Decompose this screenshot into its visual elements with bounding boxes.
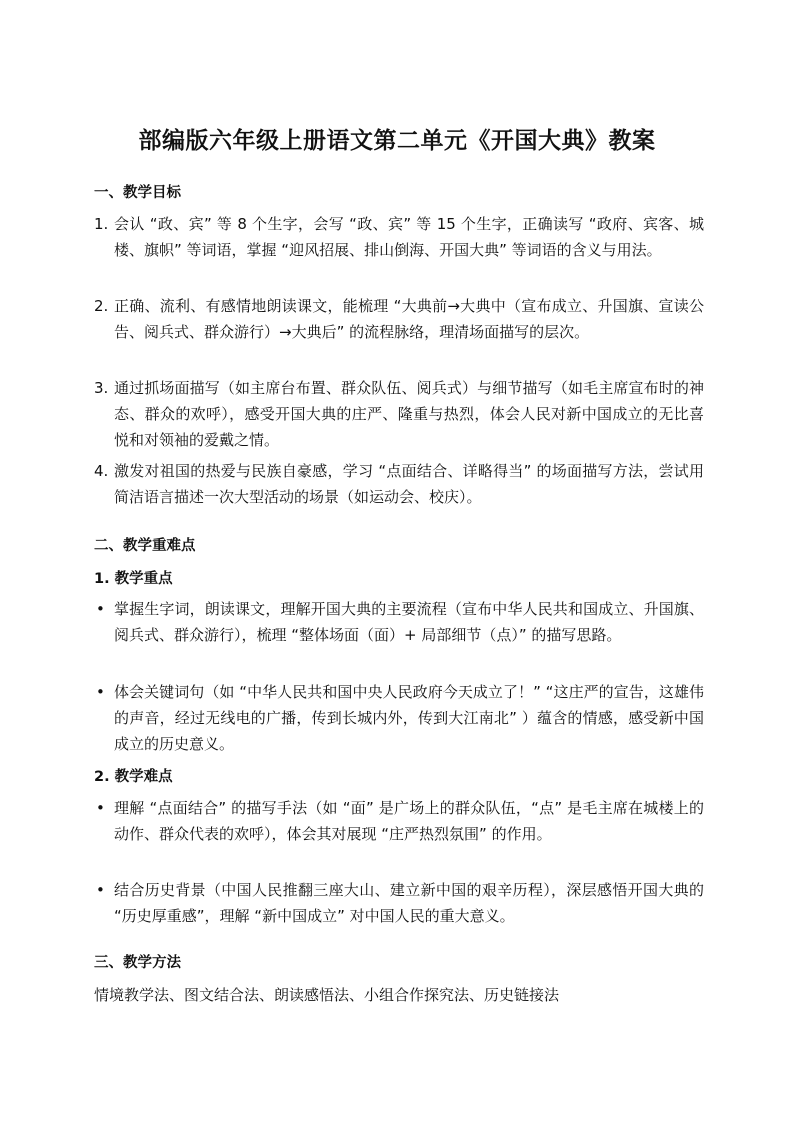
bullet-item: [94, 679, 704, 757]
list-item-text: 通过抓场面描写（如主席台布置、群众队伍、阅兵式）与细节描写（如毛主席宣布时的神态、群众的欢呼），感受开国大典的庄严、隆重与热烈，体会人民对新中国成立的无比喜悦和对领袖的爱戴之情。: [114, 379, 704, 449]
list-item-number: 1.: [94, 215, 109, 233]
list-item-text: 激发对祖国的热爱与民族自豪感，学习 “点面结合、详略得当” 的场面描写方法，尝试用简洁语言描述一次大型活动的场景（如运动会、校庆）。: [114, 462, 704, 506]
bullet-item-text: 体会关键词句（如 “中华人民共和国中央人民政府今天成立了！” “这庄严的宣告，这雄伟的声音，经过无线电的广播，传到长城内外，传到大江南北” ）蕴含的情感，感受新中国成立的历史意义。: [114, 683, 704, 753]
list-item-number: 3.: [94, 379, 109, 397]
bullet-item: [94, 877, 704, 929]
list-item: [94, 211, 704, 263]
subsection-heading-key-points: 1. 教学重点: [94, 571, 173, 587]
bullet-item: [94, 795, 704, 847]
bullet-glyph: •: [96, 881, 105, 899]
bullet-item-text: 理解 “点面结合” 的描写手法（如 “面” 是广场上的群众队伍，“点” 是毛主席在城楼上的动作、群众代表的欢呼），体会其对展现 “庄严热烈氛围” 的作用。: [114, 799, 704, 843]
bullet-item-text: 掌握生字词，朗读课文，理解开国大典的主要流程（宣布中华人民共和国成立、升国旗、阅兵式、群众游行），梳理 “整体场面（面）+ 局部细节（点）” 的描写思路。: [114, 600, 704, 644]
list-item-number: 2.: [94, 297, 109, 315]
bullet-glyph: •: [96, 683, 105, 701]
list-item: [94, 375, 704, 453]
bullet-glyph: •: [96, 600, 105, 618]
list-item-number: 4.: [94, 462, 109, 480]
section-heading-key-difficult-points: 二、教学重难点: [94, 538, 196, 554]
list-item: [94, 293, 704, 345]
list-item-text: 正确、流利、有感情地朗读课文，能梳理 “大典前→大典中（宣布成立、升国旗、宣读公告、阅兵式、群众游行）→大典后” 的流程脉络，理清场面描写的层次。: [114, 297, 704, 341]
bullet-item: [94, 596, 704, 648]
list-item: [94, 458, 704, 510]
list-item-text: 会认 “政、宾” 等 8 个生字，会写 “政、宾” 等 15 个生字，正确读写 “政府、宾客、城楼、旗帜” 等词语，掌握 “迎风招展、排山倒海、开国大典” 等词语的含义与用法。: [114, 215, 704, 259]
bullet-item-text: 结合历史背景（中国人民推翻三座大山、建立新中国的艰辛历程），深层感悟开国大典的 “历史厚重感”，理解 “新中国成立” 对中国人民的重大意义。: [114, 881, 704, 925]
teaching-methods-text: 情境教学法、图文结合法、朗读感悟法、小组合作探究法、历史链接法: [94, 986, 560, 1004]
section-heading-teaching-goals: 一、教学目标: [94, 185, 181, 201]
bullet-glyph: •: [96, 799, 105, 817]
document-title: 部编版六年级上册语文第二单元《开国大典》教案: [138, 128, 656, 154]
section-heading-teaching-methods: 三、教学方法: [94, 955, 181, 971]
subsection-heading-difficult-points: 2. 教学难点: [94, 769, 173, 785]
